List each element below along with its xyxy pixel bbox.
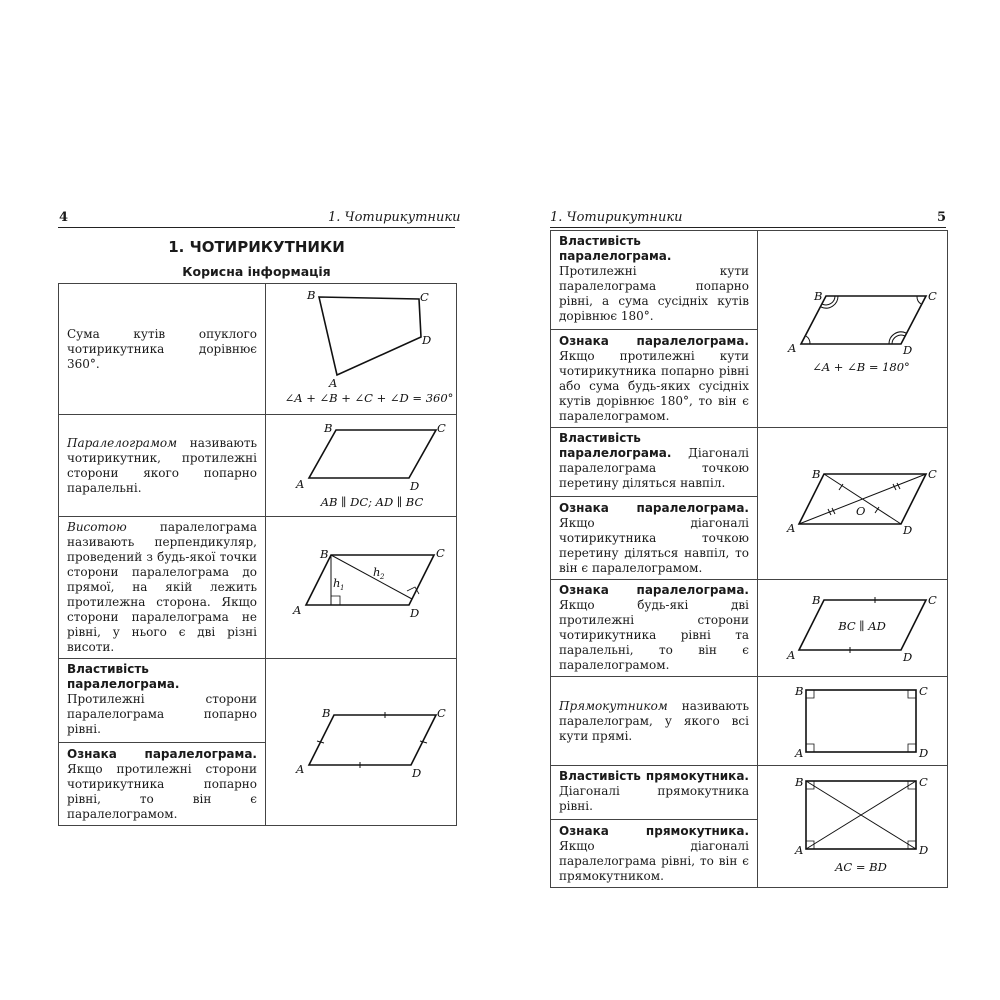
- quadrilateral-diagram: [274, 287, 465, 411]
- row-text-body: називають чотирикутник, протилежні сторони якого попарно паралельні.: [67, 435, 257, 495]
- label-d: D: [919, 746, 929, 760]
- angle-sum-formula: ∠A + ∠B + ∠C + ∠D = 360°: [284, 391, 454, 405]
- label-b: B: [307, 288, 316, 302]
- label-d: D: [410, 479, 420, 493]
- row-divider: [551, 329, 757, 424]
- row-figure: [758, 677, 948, 766]
- label-d: D: [903, 342, 913, 357]
- table-row: [551, 580, 948, 677]
- row-text-body: Протилежні сторони паралелограма попарно рівні.: [67, 692, 257, 736]
- info-table-left: [58, 283, 457, 826]
- equal-diagonals-formula: AC = BD: [835, 859, 887, 874]
- property-heading: Властивість прямокутника.: [559, 769, 749, 783]
- criterion-heading: Ознака паралелограма.: [559, 501, 749, 515]
- row-figure: [266, 284, 457, 415]
- row-text: [551, 677, 758, 766]
- row-text-body: Сума кутів опуклого чотирикутника дорівнює 360°.: [67, 326, 257, 371]
- label-o: O: [856, 504, 866, 518]
- label-a: A: [795, 842, 804, 857]
- label-b: B: [322, 706, 331, 720]
- bc-parallel-ad: BC ∥ AD: [838, 619, 886, 633]
- criterion-heading: Ознака паралелограма.: [67, 747, 257, 761]
- criterion-heading: Ознака прямокутника.: [559, 824, 749, 838]
- label-c: C: [919, 684, 928, 698]
- row-text-body: Діагоналі прямокутника рівні.: [559, 784, 749, 813]
- label-a: A: [787, 648, 796, 662]
- altitude-diagram: [274, 525, 465, 650]
- diagonals-diagram: [766, 450, 956, 557]
- row-divider: [551, 496, 757, 576]
- label-b: B: [814, 288, 823, 303]
- label-a: A: [329, 376, 338, 390]
- label-b: B: [812, 593, 821, 607]
- label-a: A: [293, 603, 302, 617]
- row-text: [59, 659, 266, 826]
- row-text: [59, 284, 266, 415]
- left-page: [50, 150, 500, 850]
- row-text: [551, 428, 758, 580]
- label-c: C: [928, 288, 937, 303]
- label-c: C: [928, 467, 937, 481]
- label-d: D: [903, 523, 913, 537]
- label-a: A: [788, 340, 797, 355]
- adjacent-angles-formula: ∠A + ∠B = 180°: [812, 359, 910, 374]
- table-row: [551, 428, 948, 580]
- table-row: [551, 677, 948, 766]
- label-c: C: [928, 593, 937, 607]
- info-table-right: [550, 230, 948, 888]
- property-heading: Властивість паралелограма.: [559, 234, 672, 263]
- label-a: A: [787, 521, 796, 535]
- row-text: [551, 766, 758, 888]
- row-text: [59, 415, 266, 517]
- table-row: [59, 517, 457, 659]
- label-d: D: [903, 650, 913, 664]
- row-divider: [59, 742, 265, 822]
- rectangle-diagram: [766, 680, 956, 762]
- row-text-body: Якщо діагоналі паралелограма рівні, то він є прямокутником.: [559, 839, 749, 883]
- angles-diagram: [766, 246, 956, 413]
- section-subtitle: Корисна інформація: [182, 264, 331, 279]
- row-figure: [758, 580, 948, 677]
- label-a: A: [296, 762, 305, 776]
- label-d: D: [412, 766, 422, 780]
- label-a: A: [296, 477, 305, 491]
- table-row: [551, 231, 948, 428]
- page-number-left: 4: [59, 210, 69, 225]
- right-page: [500, 150, 955, 883]
- label-h1-sub: 1: [340, 584, 345, 592]
- row-text: [551, 580, 758, 677]
- parallel-equal-sides-diagram: [766, 588, 956, 668]
- running-head-right: 1. Чотирикутники: [550, 210, 683, 225]
- term-rectangle: Прямокутником: [559, 698, 668, 713]
- table-row: [551, 766, 948, 888]
- term-parallelogram: Паралелограмом: [67, 435, 178, 450]
- row-figure: [758, 231, 948, 428]
- header-rule-left: [58, 227, 455, 228]
- criterion-heading: Ознака паралелограма.: [559, 334, 749, 348]
- row-text-body: Діагоналі паралелограма точкою перетину діляться навпіл.: [559, 446, 749, 490]
- row-text-body: Якщо діагоналі чотирикутника точкою перетину діляться навпіл, то він є паралелограмом.: [559, 516, 749, 575]
- property-heading: Властивість паралелограма.: [559, 431, 672, 460]
- row-figure: [266, 517, 457, 659]
- label-c: C: [420, 290, 429, 304]
- label-d: D: [422, 333, 432, 347]
- label-h2: h: [373, 565, 381, 579]
- table-row: [59, 284, 457, 415]
- row-figure: [266, 415, 457, 517]
- row-text-body: паралелограма називають перпендикуляр, проведений з будь-якої точки сторони паралелограма до прямої, на якій лежить протилежна сторона. Якщо сторони паралелограма не рівні, у нього є дві різні висоти.: [67, 520, 257, 654]
- row-figure: [758, 428, 948, 580]
- row-text-body: Якщо протилежні сторони чотирикутника попарно рівні, то він є паралелограмом.: [67, 762, 257, 821]
- parallelogram-diagram: [274, 418, 465, 513]
- row-figure: [758, 766, 948, 888]
- label-h1: h: [333, 576, 341, 590]
- label-b: B: [324, 421, 333, 435]
- label-b: B: [795, 684, 804, 698]
- criterion-heading: Ознака паралелограма.: [559, 583, 749, 597]
- row-text-body: Якщо будь-які дві протилежні сторони чотирикутника рівні та паралельні, то він є паралелограмом.: [559, 598, 749, 672]
- header-rule-right: [550, 227, 946, 228]
- row-text: [59, 517, 266, 659]
- label-b: B: [795, 774, 804, 789]
- row-figure: [266, 659, 457, 826]
- table-row: [59, 659, 457, 826]
- running-head-left: 1. Чотирикутники: [328, 210, 461, 225]
- label-c: C: [437, 706, 446, 720]
- label-c: C: [436, 546, 445, 560]
- equal-sides-diagram: [274, 683, 465, 801]
- label-h2-sub: 2: [380, 573, 385, 581]
- property-heading: Властивість паралелограма.: [67, 662, 180, 691]
- term-altitude: Висотою: [67, 520, 127, 534]
- label-b: B: [812, 467, 821, 481]
- row-text-body: Протилежні кути паралелограма попарно рівні, а сума сусідніх кутів дорівнює 180°.: [559, 264, 749, 323]
- label-c: C: [437, 421, 446, 435]
- row-divider: [551, 819, 757, 884]
- label-d: D: [919, 842, 929, 857]
- chapter-title: 1. ЧОТИРИКУТНИКИ: [168, 238, 345, 256]
- label-c: C: [919, 774, 928, 789]
- label-d: D: [410, 606, 420, 620]
- row-text: [551, 231, 758, 428]
- row-text-body: Якщо протилежні кути чотирикутника попарно рівні або сума будь-яких сусідніх кутів дорівнює 180°, то він є паралелограмом.: [559, 349, 749, 423]
- table-row: [59, 415, 457, 517]
- label-a: A: [795, 746, 804, 760]
- page-number-right: 5: [937, 210, 947, 225]
- label-b: B: [320, 547, 329, 561]
- row-text-body: називають паралелограм, у якого всі кути прямі.: [559, 698, 749, 743]
- rectangle-diagonals-diagram: [766, 773, 956, 881]
- parallel-formula: AB ∥ DC; AD ∥ BC: [320, 495, 424, 509]
